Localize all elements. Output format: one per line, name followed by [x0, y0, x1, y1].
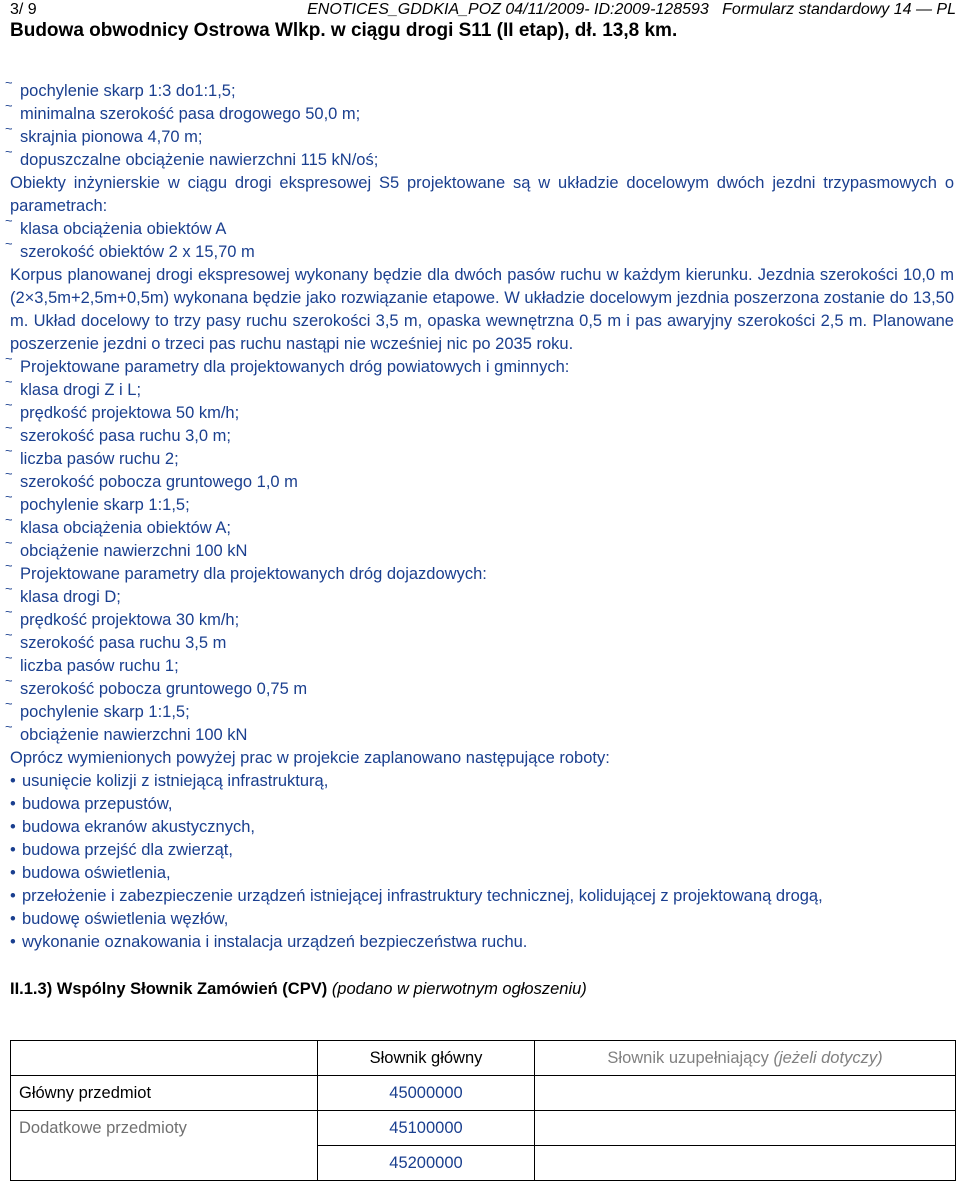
page-title: Budowa obwodnicy Ostrowa Wlkp. w ciągu drogi S11 (II etap), dł. 13,8 km. [10, 20, 678, 41]
list-item: ~ obciążenie nawierzchni 100 kN [10, 540, 954, 563]
bullet-text: budowa oświetlenia, [22, 864, 171, 882]
table-cell-empty [535, 1146, 956, 1181]
section-note: (podano w pierwotnym ogłoszeniu) [331, 980, 587, 998]
table-cell-empty [535, 1076, 956, 1111]
list-item: ~ szerokość pasa ruchu 3,0 m; [10, 425, 954, 448]
bullet-item: • budowa ekranów akustycznych, [10, 818, 255, 836]
list-item: ~ dopuszczalne obciążenie nawierzchni 115 kN/oś; [10, 149, 954, 172]
section-number: II.1.3) [10, 980, 53, 998]
form-type: Formularz standardowy 14 — PL [722, 1, 956, 18]
bullet-text: usunięcie kolizji z istniejącą infrastrukturą, [22, 772, 329, 790]
bullet-text: wykonanie oznakowania i instalacja urządzeń bezpieczeństwa ruchu. [22, 933, 528, 951]
table-cell-empty [11, 1041, 318, 1076]
bullet-item: • wykonanie oznakowania i instalacja urządzeń bezpieczeństwa ruchu. [10, 933, 528, 951]
list-item: ~ klasa obciążenia obiektów A; [10, 517, 954, 540]
cpv-code: 45000000 [318, 1076, 535, 1111]
supplementary-label: Słownik uzupełniający [607, 1048, 769, 1067]
bullet-text: przełożenie i zabezpieczenie urządzeń istniejącej infrastruktury technicznej, kolidującej z projektowaną drogą, [22, 887, 823, 905]
bullet-item: • budowa przejść dla zwierząt, [10, 841, 233, 859]
supplementary-note: (jeżeli dotyczy) [773, 1048, 883, 1067]
list-item: ~ minimalna szerokość pasa drogowego 50,0 m; [10, 103, 954, 126]
column-header-supplementary [535, 1041, 956, 1076]
paragraph-korpus: Korpus planowanej drogi ekspresowej wykonany będzie dla dwóch pasów ruchu w każdym kierunku. Jezdnia szerokości 10,0 m (2×3,5m+2,5m+0,5m) wykonana będzie jako rozwiązanie etapowe. W układzie docelowym jezdnia poszerzona zostanie do 13,50 m. Układ docelowy to trzy pasy ruchu szerokości 3,5 m, opaska wewnętrzna 0,5 m i pas awaryjny szerokości 2,5 m. Planowane poszerzenie jezdni o trzeci pas ruchu nastąpi nie wcześniej nic po 2035 roku. [10, 266, 954, 353]
list-item: ~ szerokość pobocza gruntowego 1,0 m [10, 471, 954, 494]
list-item: ~ pochylenie skarp 1:1,5; [10, 701, 954, 724]
cpv-table [10, 1040, 956, 1181]
table-cell-empty [535, 1111, 956, 1146]
list-item: ~ klasa drogi Z i L; [10, 379, 954, 402]
bullet-text: budowa ekranów akustycznych, [22, 818, 255, 836]
bullet-item: • przełożenie i zabezpieczenie urządzeń istniejącej infrastruktury technicznej, kolidującej z projektowaną drogą, [10, 887, 823, 905]
list-item: ~ szerokość pobocza gruntowego 0,75 m [10, 678, 954, 701]
list-item: ~ prędkość projektowa 50 km/h; [10, 402, 954, 425]
list-item: ~ klasa drogi D; [10, 586, 954, 609]
cpv-code: 45100000 [318, 1111, 535, 1146]
bullet-item: • budowę oświetlenia węzłów, [10, 910, 229, 928]
row-label-main: Główny przedmiot [11, 1076, 318, 1111]
row-label-additional: Dodatkowe przedmioty [11, 1111, 318, 1181]
notice-reference: ENOTICES_GDDKIA_POZ 04/11/2009- ID:2009-128593 [307, 1, 709, 18]
paragraph-roboty: Oprócz wymienionych powyżej prac w projekcie zaplanowano następujące roboty: [10, 749, 610, 767]
list-item: ~ pochylenie skarp 1:1,5; [10, 494, 954, 517]
paragraph-powiatowe: ~ Projektowane parametry dla projektowanych dróg powiatowych i gminnych: [10, 356, 954, 379]
section-heading-cpv [10, 978, 954, 1001]
document-body [10, 80, 954, 1001]
list-item: ~ prędkość projektowa 30 km/h; [10, 609, 954, 632]
cpv-code: 45200000 [318, 1146, 535, 1181]
list-item: ~ szerokość obiektów 2 x 15,70 m [10, 241, 954, 264]
page-number: 3/ 9 [10, 1, 37, 18]
column-header-main: Słownik główny [318, 1041, 535, 1076]
list-item: ~ obciążenie nawierzchni 100 kN [10, 724, 954, 747]
paragraph-dojazdowe: ~ Projektowane parametry dla projektowanych dróg dojazdowych: [10, 563, 954, 586]
list-item: ~ liczba pasów ruchu 2; [10, 448, 954, 471]
section-name: Wspólny Słownik Zamówień (CPV) [56, 980, 328, 998]
list-item: ~ szerokość pasa ruchu 3,5 m [10, 632, 954, 655]
list-item: ~ klasa obciążenia obiektów A [10, 218, 954, 241]
bullet-item: • budowa oświetlenia, [10, 864, 171, 882]
bullet-text: budowa przepustów, [22, 795, 173, 813]
bullet-text: budowa przejść dla zwierząt, [22, 841, 233, 859]
bullet-text: budowę oświetlenia węzłów, [22, 910, 229, 928]
bullet-item: • usunięcie kolizji z istniejącą infrastrukturą, [10, 772, 329, 790]
bullet-item: • budowa przepustów, [10, 795, 173, 813]
list-item: ~ skrajnia pionowa 4,70 m; [10, 126, 954, 149]
list-item: ~ liczba pasów ruchu 1; [10, 655, 954, 678]
list-item: ~ pochylenie skarp 1:3 do1:1,5; [10, 80, 954, 103]
notice-id [307, 0, 956, 19]
paragraph-obiekty: Obiekty inżynierskie w ciągu drogi ekspresowej S5 projektowane są w układzie docelowym dwóch jezdni trzypasmowych o parametrach: [10, 174, 954, 215]
